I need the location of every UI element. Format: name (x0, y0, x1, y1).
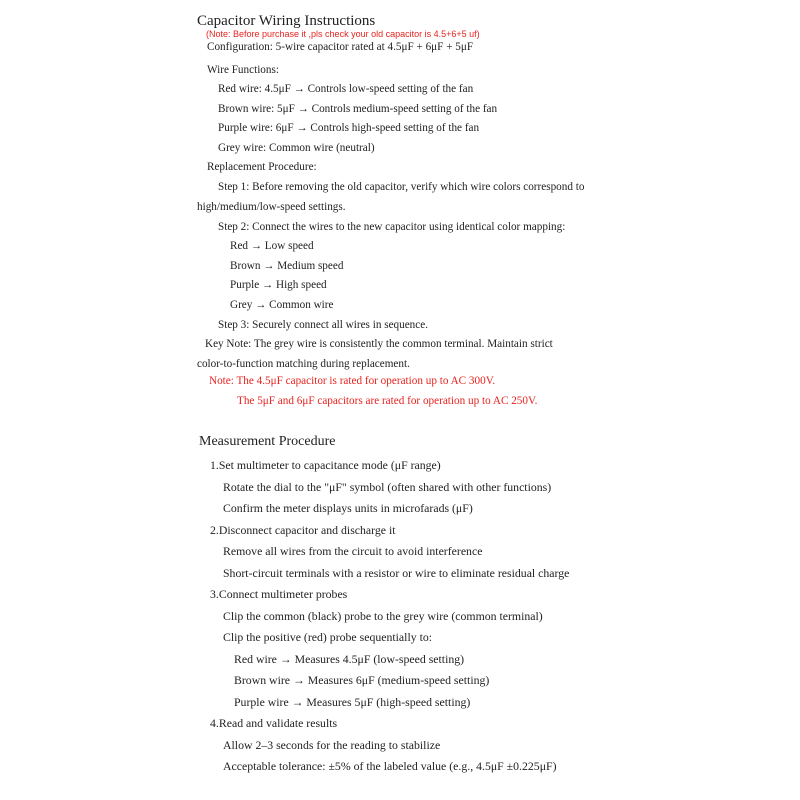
measurement-step-item: Confirm the meter displays units in microfarads (μF) (223, 501, 473, 515)
step-3-text: Step 3: Securely connect all wires in sequence. (218, 319, 429, 331)
step-2-text: Step 2: Connect the wires to the new capacitor using identical color mapping: (218, 221, 566, 233)
measurement-step-4-heading: 4.Read and validate results (210, 716, 338, 730)
wire-function-item: Red wire: 4.5μF → Controls low-speed setting of the fan (218, 83, 474, 95)
color-mapping-item: Red → Low speed (230, 240, 314, 252)
configuration-text: Configuration: 5-wire capacitor rated at 4.5μF + 6μF + 5μF (207, 41, 474, 53)
measurement-step-item: Allow 2–3 seconds for the reading to stabilize (223, 738, 441, 752)
key-note-text: Key Note: The grey wire is consistently the common terminal. Maintain strict (205, 338, 553, 350)
wiring-title: Capacitor Wiring Instructions (197, 13, 376, 29)
step-1-text: Step 1: Before removing the old capacitor, verify which wire colors correspond to (218, 181, 585, 193)
wire-function-item: Grey wire: Common wire (neutral) (218, 142, 375, 154)
measurement-step-item: Short-circuit terminals with a resistor or wire to eliminate residual charge (223, 566, 570, 580)
measurement-step-item: Clip the common (black) probe to the grey wire (common terminal) (223, 609, 543, 623)
color-mapping-item: Purple → High speed (230, 279, 327, 291)
voltage-note-250v: The 5μF and 6μF capacitors are rated for operation up to AC 250V. (237, 395, 538, 407)
measurement-step-item: Clip the positive (red) probe sequentially to: (223, 630, 433, 644)
wire-function-item: Purple wire: 6μF → Controls high-speed setting of the fan (218, 122, 480, 134)
measurement-step-2-heading: 2.Disconnect capacitor and discharge it (210, 523, 396, 537)
probe-measure-item: Brown wire → Measures 6μF (medium-speed setting) (234, 673, 490, 687)
measurement-step-1-heading: 1.Set multimeter to capacitance mode (μF range) (210, 458, 441, 472)
color-mapping-item: Brown → Medium speed (230, 260, 344, 272)
probe-measure-item: Purple wire → Measures 5μF (high-speed setting) (234, 695, 471, 709)
replacement-heading: Replacement Procedure: (207, 161, 317, 173)
wire-functions-heading: Wire Functions: (207, 64, 279, 76)
measurement-step-3-heading: 3.Connect multimeter probes (210, 587, 348, 601)
key-note-continuation: color-to-function matching during replacement. (197, 358, 410, 370)
purchase-note: (Note: Before purchase it ,pls check your old capacitor is 4.5+6+5 uf) (206, 29, 480, 39)
measurement-step-item: Acceptable tolerance: ±5% of the labeled value (e.g., 4.5μF ±0.225μF) (223, 759, 557, 773)
step-1-continuation: high/medium/low-speed settings. (197, 201, 346, 213)
color-mapping-item: Grey → Common wire (230, 299, 334, 311)
measurement-title: Measurement Procedure (199, 434, 336, 449)
probe-measure-item: Red wire → Measures 4.5μF (low-speed setting) (234, 652, 465, 666)
wire-function-item: Brown wire: 5μF → Controls medium-speed setting of the fan (218, 103, 498, 115)
measurement-step-item: Rotate the dial to the "μF" symbol (often shared with other functions) (223, 480, 552, 494)
measurement-step-item: Remove all wires from the circuit to avoid interference (223, 544, 483, 558)
voltage-note-300v: Note: The 4.5μF capacitor is rated for operation up to AC 300V. (209, 375, 496, 387)
